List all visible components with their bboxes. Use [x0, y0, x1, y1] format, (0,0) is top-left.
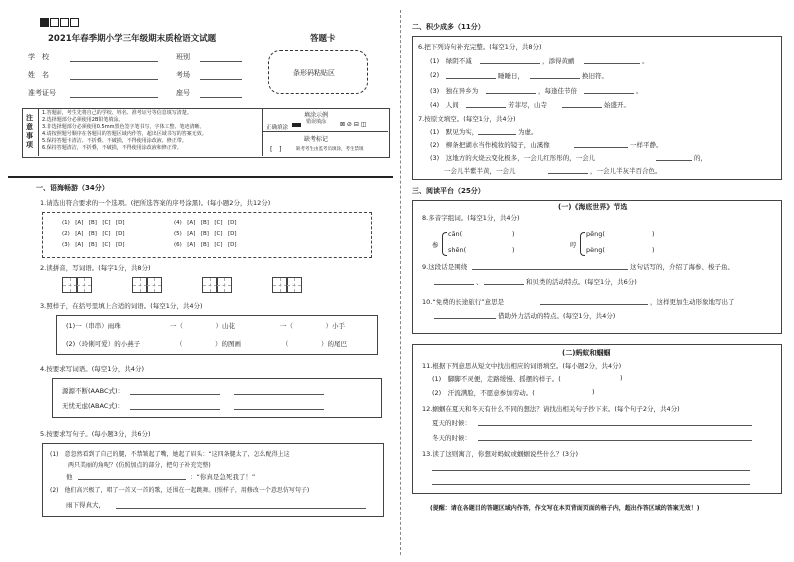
question-1: 1.请选出符合要求的一个选项。(把所选答案的序号涂黑)。(每小题2分，共12分) [40, 199, 271, 207]
notes-list [42, 110, 242, 152]
q12-winter-label: 冬天的时候： [432, 434, 471, 442]
q9-d: 和贝类的活动特点。(每空1分，共6分) [526, 278, 637, 286]
field-class-input[interactable] [200, 61, 242, 62]
q9-input-3[interactable] [484, 284, 524, 285]
q6-1-input-a[interactable] [480, 63, 540, 64]
q10-input-1[interactable] [540, 304, 648, 305]
q1-option-row[interactable]: (3) [A] [B] [C] [D] [62, 242, 125, 248]
q13-input-2[interactable] [432, 484, 750, 485]
char-grid[interactable] [286, 277, 302, 293]
notes-divider [262, 108, 263, 156]
field-seat-label: 座号 [176, 89, 190, 97]
q7-3-a: (3) 这地方的火烧云变化极多，一会儿红彤彤的，一会儿 [430, 154, 596, 162]
q3-row2-c[interactable]: （ ）的尾巴 [282, 340, 347, 348]
q8-pinyin-a1: cān( [448, 230, 463, 238]
q11-2-a: (2) 汗流满脸，不愿意参加劳动。( [432, 389, 535, 397]
q6-2-c: 换旧符。 [582, 72, 608, 80]
question-6: 6.把下列诗句补充完整。(每空1分，共8分) [418, 43, 542, 51]
q3-row1-c[interactable]: 一（ ）小手 [280, 322, 345, 330]
q5-1-line2: 两只美丽的角呢？(仿照加点的部分，把句子补充完整) [50, 462, 211, 469]
q6-2-input-a[interactable] [446, 78, 496, 79]
notes-item: 5.保持答题卡清洁、不折叠、不破损，不得使用涂改液、修正带。 [42, 138, 187, 144]
q5-2-line1: (2) 他们高兴极了，唱了一首又一首的歌，还围在一起跳舞。(照样子，用修改一个意思仿写句子) [50, 487, 310, 494]
q1-option-row[interactable]: (6) [A] [B] [C] [D] [174, 242, 237, 248]
q7-2-input[interactable] [574, 147, 628, 148]
q6-4-c: 始盛开。 [604, 101, 630, 109]
question-4: 4.按要求写词语。(每空1分，共4分) [40, 365, 145, 373]
q7-3-c: 一会儿半紫半黄，一会儿 [444, 167, 516, 175]
q5-2-input[interactable] [116, 508, 366, 509]
q1-option-row[interactable]: (5) [A] [B] [C] [D] [174, 231, 237, 237]
q7-2-b: 一样平静。 [630, 141, 663, 149]
q8-pinyin-a2: shēn( [448, 246, 467, 254]
q4-row2-input-a[interactable] [130, 409, 220, 410]
page-title: 2021年春季期小学三年级期末质检语文试题 [48, 34, 217, 44]
fill-wrong-marks: ⊠ ⊘ ⊟ ◫ [340, 121, 367, 128]
notes-item: 3.非选择题部分必须使用0.5mm黑色签字笔书写，字体工整、笔迹清晰。 [42, 124, 205, 130]
q7-3-input-b[interactable] [548, 173, 588, 174]
reading-2-title: (二)蚂蚁和蝈蝈 [562, 349, 611, 357]
notes-item: 6.保持答题清洁，不折叠，不破损，不得使用涂改液和修正带。 [42, 145, 182, 151]
q1-options-b[interactable] [174, 218, 237, 251]
q8-close-a2[interactable]: ) [512, 246, 515, 254]
q4-row1-input-b[interactable] [234, 394, 324, 395]
q5-1-line1: (1) 意忽然看到了自己的腿，不禁皱起了嘴，她起了眉头：“这四条腿太了，怎么配得上这 [50, 451, 290, 458]
q4-row2-label: 无忧无虑(ABAC式)： [62, 402, 124, 410]
q1-options-a[interactable] [62, 218, 125, 251]
q3-row2-a: (2)（玲俐可爱）的小燕子 [66, 340, 141, 348]
q5-1-he: 他 [66, 473, 73, 481]
q9-input-1[interactable] [472, 269, 628, 270]
q12-winter-input[interactable] [478, 440, 752, 441]
q9-b: 这句话写的，介绍了海参、梭子鱼、 [630, 263, 734, 271]
q6-3-a: (3) 独在异乡为 [430, 87, 479, 95]
question-2: 2.读拼音，写词语。(每字1分，共8分) [40, 264, 151, 272]
q9-input-2[interactable] [434, 284, 474, 285]
q4-row2-input-b[interactable] [234, 409, 324, 410]
field-room-label: 考场 [176, 71, 190, 79]
fill-divider [262, 131, 388, 132]
section-3-title: 三、阅读平台（25分） [412, 187, 485, 195]
q6-4-b: 芳菲尽，山寺 [508, 101, 547, 109]
field-examid-input[interactable] [70, 97, 158, 98]
q6-4-input-a[interactable] [466, 107, 506, 108]
q6-4-input-b[interactable] [562, 107, 602, 108]
absent-checkbox[interactable]: [ ] [270, 145, 282, 153]
q8-brace-1 [442, 232, 447, 256]
notes-item: 4.请按照题号顺序在各题目的答题区域内作答，超出区域书写的答案无效。 [42, 131, 207, 137]
question-7: 7.按原文填空。(每空1分，共4分) [418, 115, 516, 123]
notes-label-cell [22, 108, 39, 156]
field-name-label: 姓 名 [28, 71, 49, 79]
fill-correct-label: 正确填涂 [266, 125, 289, 131]
barcode-area [268, 50, 368, 94]
q10-c: 借助外力活动的特点。(每空1分，共4分) [498, 312, 616, 320]
q12-summer-input[interactable] [478, 425, 752, 426]
q8-brace-2 [580, 232, 585, 256]
q6-4-a: (4) 人间 [430, 101, 459, 109]
answer-card-label: 答题卡 [310, 34, 336, 44]
question-3: 3.照样子，在括号里填上合适的词语。(每空1分，共4分) [40, 302, 203, 310]
field-room-input[interactable] [200, 79, 242, 80]
q6-2-input-b[interactable] [530, 78, 580, 79]
q7-2-a: (2) 柳条把湖水当作梳妆的镜子，山溪像 [430, 141, 550, 149]
field-class-label: 班别 [176, 53, 190, 61]
fill-wrong-label: 错误填涂 [306, 119, 327, 125]
q4-row1-input-a[interactable] [130, 394, 220, 395]
q6-1-c: 。 [642, 57, 649, 65]
notes-label: 注意事项 [26, 114, 33, 149]
question-11: 11.根据下列意思从短文中找出相应的词语填空。(每小题2分，共4分) [422, 362, 622, 370]
q6-3-input-b[interactable] [584, 93, 634, 94]
absent-label: 缺考标记 [304, 136, 329, 143]
q5-2-prefix: 雨下得真大， [66, 501, 105, 509]
section-rule [8, 176, 393, 178]
q10-input-2[interactable] [434, 318, 496, 319]
q9-c: 、 [476, 278, 483, 286]
page-marker [40, 12, 80, 31]
q8-close-b2[interactable]: ) [652, 246, 655, 254]
q6-2-b: 睡睡日， [498, 72, 524, 80]
q7-3-d: ，一会儿半灰半百合色。 [590, 167, 662, 175]
q6-3-input-a[interactable] [486, 93, 536, 94]
q1-option-row[interactable]: (4) [A] [B] [C] [D] [174, 220, 237, 226]
field-school-input[interactable] [70, 61, 158, 62]
q6-1-a: (1) 绿阴不减 [430, 57, 472, 65]
q6-3-c: 。 [636, 87, 643, 95]
q13-input-1[interactable] [432, 470, 750, 471]
notes-item: 1.答题前，考生先将自己的学校、姓名、准考证号等信息填写清楚。 [42, 110, 192, 116]
q11-1-a: (1) 脚脚不灵便，走路缓慢、摇摆的样子。( [432, 375, 561, 383]
q7-1-a: (1) 默见为实， [430, 128, 479, 136]
notes-item: 2.选择题部分必须使用2B铅笔填涂。 [42, 117, 124, 123]
q6-3-b: ，每逢佳节倍 [538, 87, 577, 95]
question-8: 8.多音字组词。(每空1分，共4分) [422, 214, 520, 222]
q8-close-b1[interactable]: ) [652, 230, 655, 238]
q4-row1-label: 源源不断(AABC式)： [62, 387, 125, 395]
section-1-title: 一、语海畅游（34分） [36, 184, 109, 192]
q5-1-input[interactable] [78, 479, 186, 480]
q8-char-2: 哼 [570, 241, 577, 249]
absent-note: 缺考考生由监考员填涂，考生禁填 [296, 147, 364, 152]
question-12: 12.蝈蝈在夏天和冬天有什么不同的想法？请找出相关句子抄下来。(每个句子2分，共4分) [422, 405, 680, 413]
q11-2-b[interactable]: ) [592, 388, 595, 396]
q7-3-b: 的， [694, 154, 707, 162]
q4-box [52, 378, 382, 418]
q6-1-input-b[interactable] [584, 63, 640, 64]
question-13: 13.读了这则寓言，你想对蚂蚁或蝈蝈说些什么？(3分) [422, 450, 579, 458]
q11-1-b[interactable]: ) [620, 374, 623, 382]
barcode-label: 条形码粘贴区 [293, 69, 335, 77]
q5-1-quote: ：“你真是急死我了！” [190, 473, 256, 481]
q8-pinyin-b1: pēng( [586, 230, 605, 238]
fill-example-label: 填涂示例 [304, 112, 329, 119]
field-examid-label: 准考证号 [28, 89, 56, 97]
q12-summer-label: 夏天的时候： [432, 419, 471, 427]
column-separator [400, 10, 401, 555]
q3-row2-b[interactable]: （ ）的图画 [176, 340, 241, 348]
q6-2-a: (2) [430, 71, 440, 79]
reading-1-title: (一)《海底世界》节选 [558, 203, 628, 211]
q8-char-1: 参 [432, 241, 439, 249]
q10-a: 10.“免费的长途旅行”意思是 [422, 298, 505, 306]
q1-option-row[interactable]: (1) [A] [B] [C] [D] [62, 220, 125, 226]
char-grid[interactable] [146, 277, 162, 293]
field-seat-input[interactable] [200, 97, 242, 98]
fill-correct-mark [292, 123, 301, 127]
q8-pinyin-b2: pèng( [586, 246, 605, 254]
q3-row1-b[interactable]: 一（ ）山花 [170, 322, 235, 330]
question-5: 5.按要求写句子。(每小题3分，共6分) [40, 430, 151, 438]
char-grid[interactable] [76, 277, 92, 293]
q9-a: 9.这段话是围绕 [422, 263, 468, 271]
field-name-input[interactable] [70, 79, 158, 80]
field-school-label: 学 校 [28, 53, 49, 61]
footer-note: (提醒：请在各题目的答题区域内作答，作文写在本页背面页面的格子内，超出作答区域的答案无效！) [430, 505, 700, 512]
q7-1-b: 为虚。 [518, 128, 538, 136]
q1-option-row[interactable]: (2) [A] [B] [C] [D] [62, 231, 125, 237]
q7-1-input[interactable] [478, 134, 516, 135]
char-grid[interactable] [216, 277, 232, 293]
q6-1-b: ，添得黄鹂 [542, 57, 575, 65]
q10-b: ，这样更加生动形象地写出了 [650, 298, 735, 306]
section-2-title: 二、积少成多（11分） [412, 23, 485, 31]
q7-3-input-a[interactable] [656, 160, 692, 161]
q3-row1-a: (1)一（串串）雨珠 [66, 322, 121, 330]
q8-close-a1[interactable]: ) [512, 230, 515, 238]
